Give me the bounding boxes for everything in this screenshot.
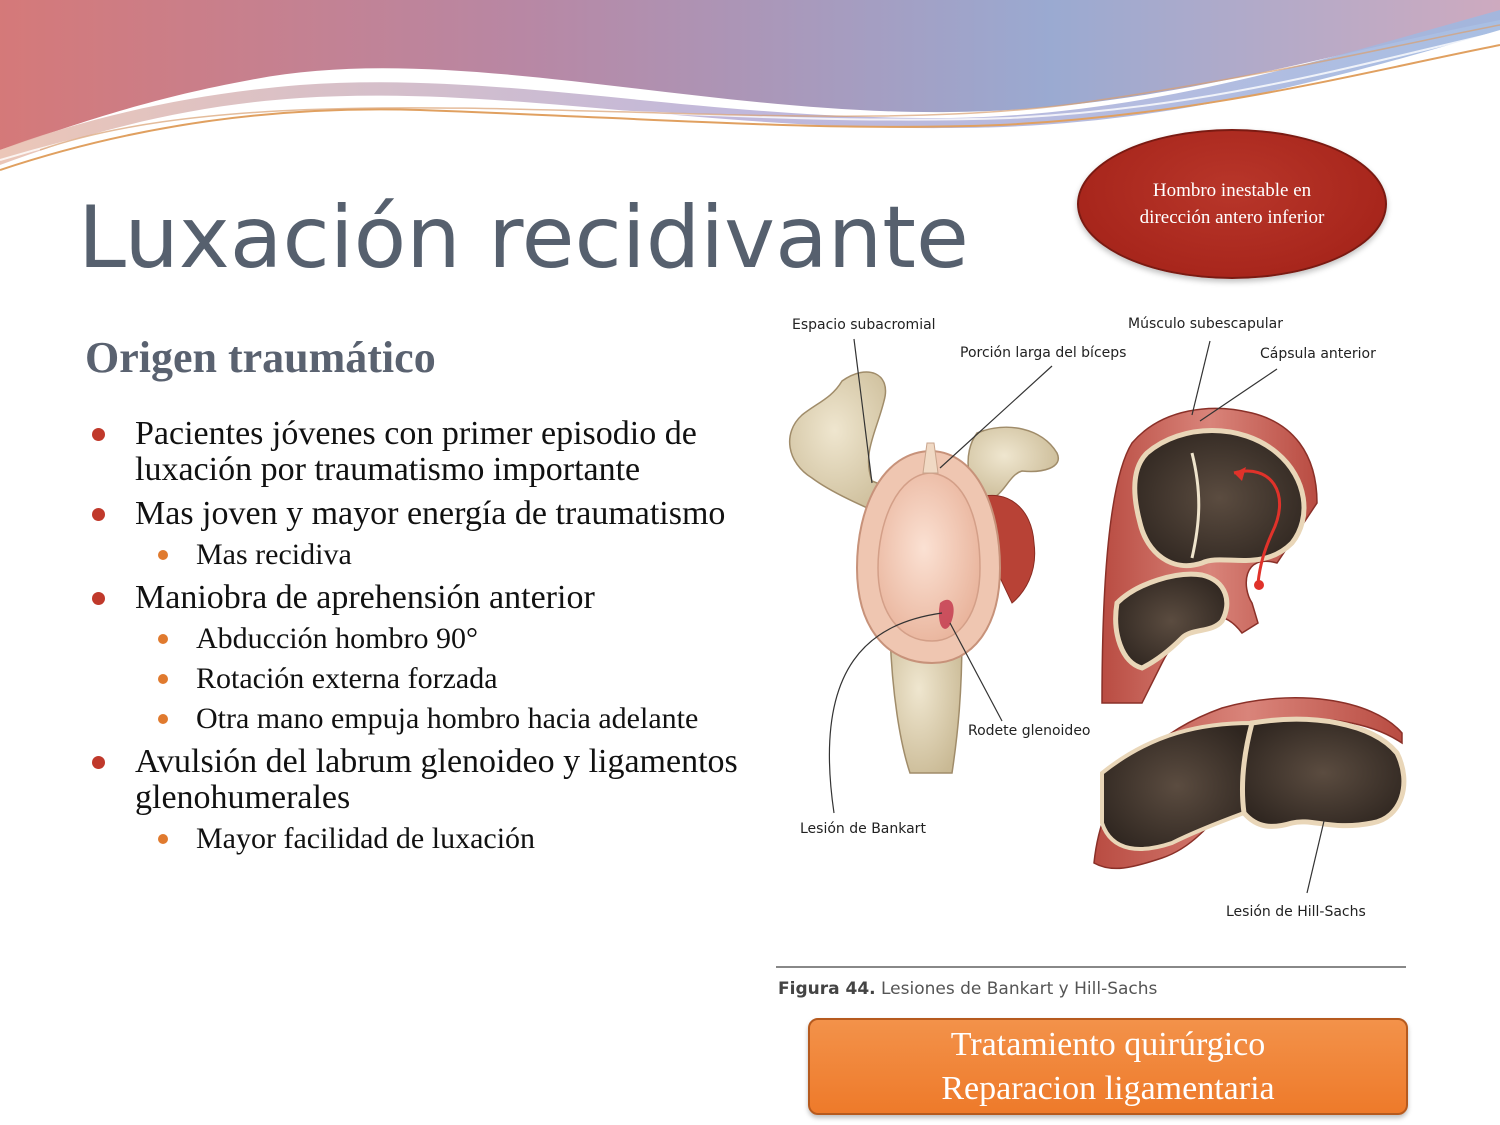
sub-bullet-item: Rotación externa forzada: [88, 662, 748, 696]
label-lesion-bankart: Lesión de Bankart: [800, 821, 926, 837]
caption-number: Figura 44.: [778, 979, 876, 999]
anatomy-figure: [772, 303, 1408, 1008]
figure-caption: [778, 979, 1157, 999]
bullet-item: Pacientes jóvenes con primer episodio de luxación por traumatismo importante: [88, 416, 748, 488]
treatment-line-1: Tratamiento quirúrgico: [950, 1025, 1266, 1063]
label-capsula-anterior: Cápsula anterior: [1260, 346, 1376, 362]
label-espacio-subacromial: Espacio subacromial: [792, 317, 936, 333]
caption-text: Lesiones de Bankart y Hill-Sachs: [875, 979, 1158, 999]
sub-bullet-item: Mas recidiva: [88, 538, 748, 572]
bullet-list: [88, 408, 748, 856]
bullet-item: Avulsión del labrum glenoideo y ligamentos glenohumerales: [88, 744, 748, 816]
caption-divider: [776, 966, 1406, 968]
bullet-item: Maniobra de aprehensión anterior: [88, 580, 748, 616]
treatment-line-2: Reparacion ligamentaria: [941, 1069, 1275, 1107]
callout-oval: [1077, 129, 1387, 279]
slide-subtitle: Origen traumático: [85, 333, 436, 382]
sub-bullet-item: Abducción hombro 90°: [88, 622, 748, 656]
bullet-item: Mas joven y mayor energía de traumatismo: [88, 496, 748, 532]
slide-title: Luxación recidivante: [78, 188, 969, 288]
shoulder-illustration: [772, 303, 1408, 963]
label-rodete-glenoideo: Rodete glenoideo: [968, 723, 1091, 739]
sub-bullet-item: Mayor facilidad de luxación: [88, 822, 748, 856]
sub-bullet-item: Otra mano empuja hombro hacia adelante: [88, 702, 748, 736]
treatment-box: [808, 1018, 1408, 1115]
label-musculo-subescapular: Músculo subescapular: [1128, 316, 1283, 332]
label-biceps: Porción larga del bíceps: [960, 345, 1127, 361]
label-lesion-hill-sachs: Lesión de Hill-Sachs: [1226, 904, 1366, 920]
callout-text: Hombro inestable en dirección antero inferior: [1139, 180, 1325, 228]
